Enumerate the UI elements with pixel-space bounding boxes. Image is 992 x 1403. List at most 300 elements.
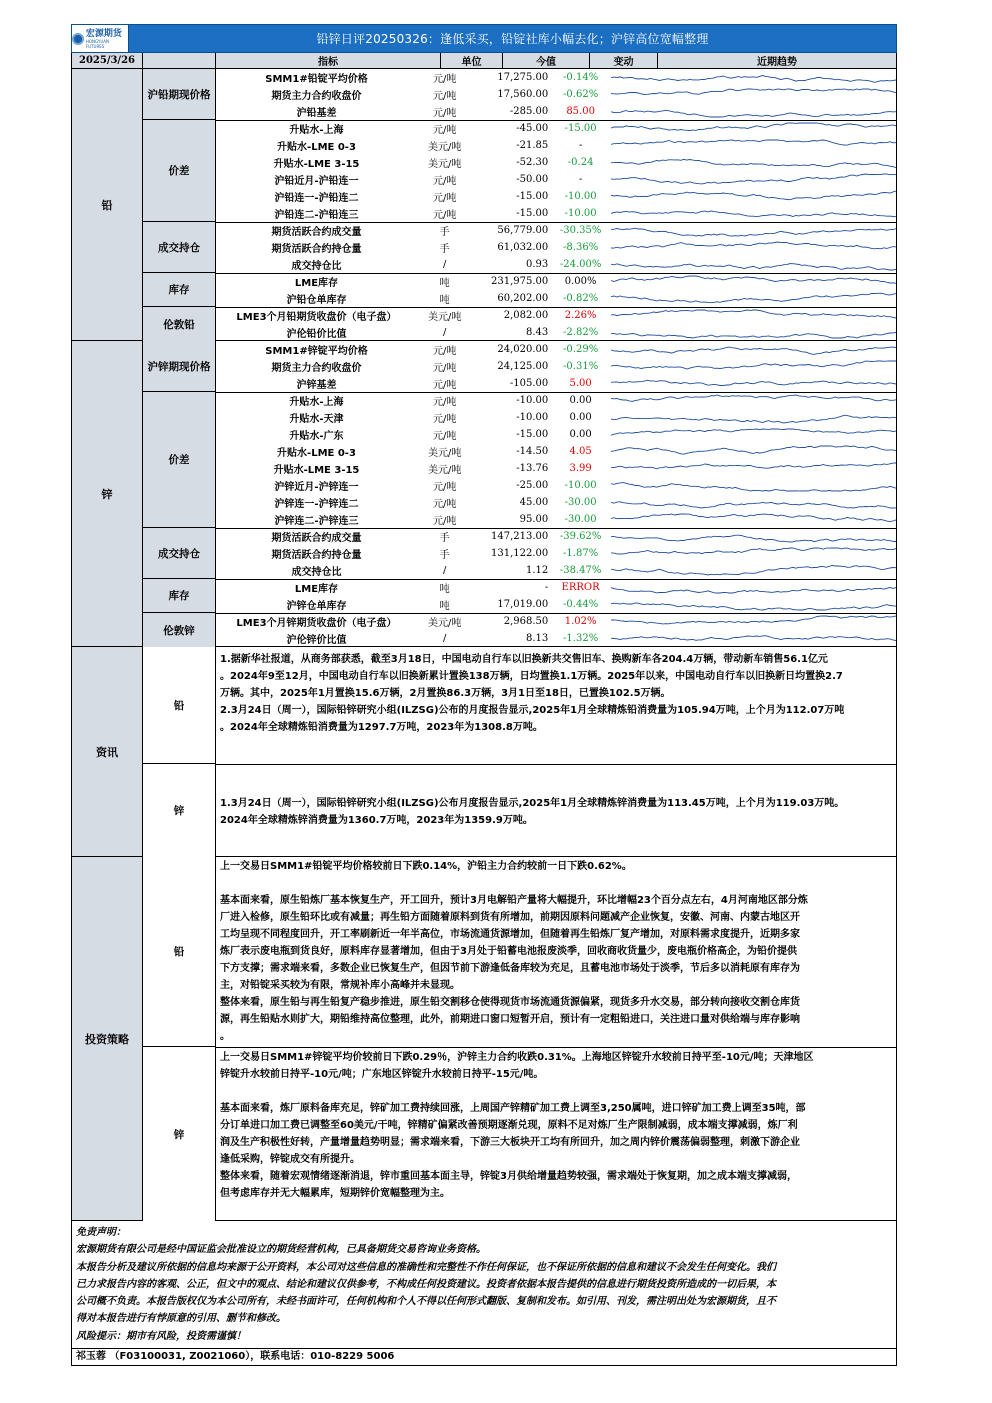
trend-sparkline <box>611 426 896 443</box>
value-cell: - <box>544 582 549 593</box>
sparkline-path <box>611 514 896 522</box>
trend-cell <box>611 562 896 579</box>
zinc-group-label: 伦敦锌 <box>143 613 216 647</box>
trend-cell <box>611 409 896 426</box>
value-cell: -105.00 <box>509 378 549 389</box>
lead-data-row <box>216 205 896 222</box>
zinc-data-row <box>216 545 896 562</box>
sparkline-path <box>611 89 896 95</box>
zinc-data-row <box>216 528 896 545</box>
indicator-name: 沪伦铅价比值 <box>286 329 347 340</box>
text-line: 逢低采购，锌锭成交有所提升。 <box>220 1154 360 1165</box>
trend-cell <box>611 171 896 188</box>
news-zinc-label: 锌 <box>143 764 216 857</box>
sparkline-path <box>611 395 896 401</box>
indicator-name: 沪铅仓单库存 <box>286 295 347 306</box>
trend-sparkline <box>611 103 896 120</box>
sparkline-path <box>611 535 896 542</box>
lead-data-row <box>216 154 896 171</box>
trend-cell <box>611 256 896 273</box>
zinc-data-row <box>216 579 896 596</box>
indicator-name: SMM1#铅锭平均价格 <box>265 74 368 85</box>
lead-section <box>71 69 897 341</box>
trend-sparkline <box>611 613 896 630</box>
lead-data-row <box>216 222 896 239</box>
value-cell: 17,560.00 <box>497 89 549 100</box>
unit-cell: 美元/吨 <box>427 465 462 476</box>
zinc-group-label: 沪锌期现价格 <box>143 341 216 392</box>
change-cell: -30.00 <box>564 514 597 525</box>
unit-cell: 元/吨 <box>432 397 457 408</box>
trend-sparkline <box>611 596 896 613</box>
trend-cell <box>611 613 896 630</box>
change-cell: -10.00 <box>564 480 597 491</box>
report-sheet <box>71 24 897 1366</box>
zinc-data-row <box>216 613 896 630</box>
trend-sparkline <box>611 477 896 494</box>
value-cell: 17,019.00 <box>497 599 549 610</box>
value-cell: -10.00 <box>516 412 549 423</box>
text-line: 主，对铅锭采买较为有限，常规补库小高峰并未显现。 <box>220 980 460 991</box>
news-lead-label: 铅 <box>143 647 216 764</box>
trend-sparkline <box>611 273 896 290</box>
value-cell: 1.12 <box>526 565 549 576</box>
sparkline-path <box>611 429 896 435</box>
value-cell: -15.00 <box>516 208 549 219</box>
trend-sparkline <box>611 188 896 205</box>
unit-cell: 吨 <box>439 584 450 595</box>
unit-cell: / <box>442 633 447 644</box>
trend-sparkline <box>611 205 896 222</box>
zinc-data-row <box>216 460 896 477</box>
unit-cell: 手 <box>439 227 450 238</box>
trend-cell <box>611 545 896 562</box>
change-cell: ERROR <box>561 582 600 593</box>
zinc-group-label: 成交持仓 <box>143 528 216 579</box>
logo-subtext: HONGYUAN FUTURES <box>85 38 110 49</box>
indicator-name: SMM1#锌锭平均价格 <box>265 346 368 357</box>
indicator-name: 沪锌仓单库存 <box>286 601 347 612</box>
unit-cell: 元/吨 <box>432 74 457 85</box>
sparkline-path <box>611 636 896 641</box>
change-cell: 0.00 <box>569 395 592 406</box>
indicator-name: LME3个月锌期货收盘价（电子盘） <box>236 618 397 629</box>
unit-cell: 元/吨 <box>432 380 457 391</box>
unit-cell: 元/吨 <box>432 125 457 136</box>
indicator-name: LME3个月铅期货收盘价（电子盘） <box>236 312 397 323</box>
value-cell: -14.50 <box>516 446 549 457</box>
unit-cell: / <box>442 259 447 270</box>
sparkline-path <box>611 347 896 354</box>
indicator-name: 成交持仓比 <box>291 567 342 578</box>
trend-cell <box>611 426 896 443</box>
sparkline-path <box>611 159 896 167</box>
change-cell: -10.00 <box>564 208 597 219</box>
change-cell: -1.87% <box>563 548 599 559</box>
sparkline-path <box>611 110 896 117</box>
lead-group-label: 成交持仓 <box>143 222 216 273</box>
trend-cell <box>611 188 896 205</box>
text-line: 整体来看，随着宏观情绪逐渐消退，锌市重回基本面主导，锌锭3月供给增量趋势较强，需求端处于恢复期，加之成本端支撑减弱， <box>220 1171 797 1182</box>
indicator-name: 期货活跃合约成交量 <box>271 533 362 544</box>
sparkline-path <box>611 587 896 593</box>
trend-sparkline <box>611 120 896 137</box>
change-cell: 2.26% <box>564 310 597 321</box>
indicator-name: 期货活跃合约持仓量 <box>271 244 362 255</box>
lead-data-row <box>216 103 896 120</box>
text-line: 得对本报告进行有悖原意的引用、删节和修改。 <box>76 1313 286 1325</box>
value-cell: -45.00 <box>516 123 549 134</box>
unit-cell: 吨 <box>439 601 450 612</box>
lead-group-label: 伦敦铅 <box>143 307 216 341</box>
zinc-data-row <box>216 409 896 426</box>
value-cell: 8.13 <box>526 633 549 644</box>
trend-sparkline <box>611 562 896 579</box>
sparkline-path <box>611 264 896 270</box>
change-cell: - <box>578 174 583 185</box>
logo-text: 宏源期货 <box>85 28 122 39</box>
change-cell: 5.00 <box>569 378 592 389</box>
change-cell: -10.00 <box>564 191 597 202</box>
trend-sparkline <box>611 341 896 358</box>
value-cell: 0.93 <box>526 259 549 270</box>
value-cell: 56,779.00 <box>497 225 549 236</box>
strategy-lead-label: 铅 <box>143 857 216 1047</box>
report-title: 铅锌日评20250326：逢低采买，铅锭社库小幅去化；沪锌高位宽幅整理 <box>129 25 896 52</box>
text-line: 工均呈现不同程度回升，开工率刷新近一年半高位，市场流通货源增加，但随着再生铅炼厂复产增加，对原料需求度提升，近期多家 <box>220 929 800 940</box>
unit-cell: 吨 <box>439 278 450 289</box>
text-line: 基本面来看，原生铅炼厂基本恢复生产，开工回升，预计3月电解铅产量将大幅提升，环比增幅23个百分点左右，4月河南地区部分炼 <box>220 895 808 906</box>
col-unit: 单位 <box>441 53 503 68</box>
trend-cell <box>611 579 896 596</box>
trend-cell <box>611 443 896 460</box>
text-line: 宏源期货有限公司是经中国证监会批准设立的期货经营机构，已具备期货交易咨询业务资格。 <box>76 1244 486 1256</box>
change-cell: -0.62% <box>563 89 599 100</box>
unit-cell: 手 <box>439 550 450 561</box>
indicator-name: 沪锌连二-沪锌连三 <box>274 516 359 527</box>
trend-sparkline <box>611 392 896 409</box>
strategy-zinc-label: 锌 <box>143 1047 216 1221</box>
unit-cell: 吨 <box>439 295 450 306</box>
value-cell: 24,020.00 <box>497 344 549 355</box>
sparkline-path <box>611 415 896 423</box>
zinc-data-row <box>216 477 896 494</box>
text-line: 2.3月24日（周一），国际铅锌研究小组(ILZSG)公布的月度报告显示,2025年1月全球精炼铅消费量为105.94万吨，上个月为112.07万吨 <box>220 705 845 716</box>
strategy-section <box>71 857 897 1221</box>
unit-cell: 元/吨 <box>432 176 457 187</box>
unit-cell: 元/吨 <box>432 346 457 357</box>
unit-cell: 元/吨 <box>432 414 457 425</box>
lead-group-label: 价差 <box>143 120 216 222</box>
trend-cell <box>611 120 896 137</box>
sparkline-path <box>611 276 896 283</box>
text-line: 分订单进口加工费已调整至60美元/干吨，锌精矿偏紧改善预期逐渐兑现，原料不足对炼厂生产限制减弱，成本端支撑减弱，炼厂利 <box>220 1120 798 1131</box>
unit-cell: 美元/吨 <box>427 142 462 153</box>
sparkline-path <box>611 228 896 236</box>
sparkline-path <box>611 191 896 200</box>
text-line: 公司概不负责。本报告版权仅为本公司所有，未经书面许可，任何机构和个人不得以任何形式翻版、复制和发布。如引用、刊发，需注明出处为宏源期货，且不 <box>76 1296 776 1308</box>
unit-cell: 美元/吨 <box>427 159 462 170</box>
zinc-data-row <box>216 426 896 443</box>
indicator-name: 升贴水-天津 <box>289 414 344 425</box>
indicator-name: 沪锌基差 <box>296 380 337 391</box>
zinc-data-row <box>216 630 896 647</box>
text-line: 基本面来看，炼厂原料备库充足，锌矿加工费持续回涨，上周国产锌精矿加工费上调至3,250属吨，进口锌矿加工费上调至35吨，部 <box>220 1103 806 1114</box>
trend-cell <box>611 205 896 222</box>
zinc-data-row <box>216 341 896 358</box>
sparkline-path <box>611 361 896 369</box>
change-cell: -30.35% <box>559 225 602 236</box>
lead-group-label: 库存 <box>143 273 216 307</box>
lead-group-label: 沪铅期现价格 <box>143 69 216 120</box>
change-cell: 0.00 <box>569 429 592 440</box>
value-cell: 45.00 <box>519 497 549 508</box>
text-line: 万辆。其中，2025年1月置换15.6万辆，2月置换86.3万辆，3月1日至18日，已置换102.5万辆。 <box>220 688 671 699</box>
unit-cell: 手 <box>439 533 450 544</box>
value-cell: -21.85 <box>516 140 549 151</box>
text-line: 上一交易日SMM1#锌锭平均价较前日下跌0.29％，沪锌主力合约收跌0.31%。上海地区锌锭升水较前日持平至-10元/吨；天津地区 <box>220 1052 814 1063</box>
zinc-data-row <box>216 596 896 613</box>
lead-data-row <box>216 171 896 188</box>
indicator-name: 沪铅连一-沪铅连二 <box>274 193 359 204</box>
lead-data-row <box>216 86 896 103</box>
text-line: 但考虑库存并无大幅累库，短期锌价宽幅整理为主。 <box>220 1188 450 1199</box>
trend-sparkline <box>611 154 896 171</box>
sparkline-path <box>611 616 896 624</box>
text-line: 2024年全球精炼锌消费量为1360.7万吨，2023年为1359.9万吨。 <box>220 815 533 826</box>
change-cell: -0.31% <box>563 361 599 372</box>
change-cell: 4.05 <box>569 446 592 457</box>
value-cell: -13.76 <box>516 463 549 474</box>
unit-cell: / <box>442 327 447 338</box>
sparkline-path <box>611 483 896 491</box>
trend-sparkline <box>611 375 896 392</box>
text-line: 风险提示：期市有风险，投资需谨慎！ <box>76 1330 246 1342</box>
change-cell: -30.00 <box>564 497 597 508</box>
sparkline-path <box>611 502 896 508</box>
report-header <box>71 24 897 53</box>
trend-sparkline <box>611 324 896 341</box>
lead-category: 铅 <box>72 69 143 340</box>
change-cell: 85.00 <box>566 106 595 117</box>
text-line: 炼厂表示废电瓶到货良好，原料库存显著增加，但由于3月处于铅蓄电池报废淡季，回收商收货量少，废电瓶价格高企，为铅价提供 <box>220 946 797 957</box>
change-cell: -2.82% <box>563 327 599 338</box>
value-cell: -285.00 <box>509 106 549 117</box>
text-line: 锌锭升水较前日持平-10元/吨；广东地区锌锭升水较前日持平-15元/吨。 <box>220 1069 544 1080</box>
unit-cell: 元/吨 <box>432 363 457 374</box>
text-line: 整体来看，原生铅与再生铅复产稳步推进，原生铅交割移仓使得现货市场流通货源偏紧，现货多升水交易，部分转向接收交割仓库货 <box>220 997 800 1008</box>
text-line: 润及生产积极性好转，产量增量趋势明显；需求端来看，下游三大板块开工均有所回升，加之周内锌价震荡偏弱整理，刺激下游企业 <box>220 1137 800 1148</box>
trend-cell <box>611 86 896 103</box>
zinc-data-row <box>216 494 896 511</box>
value-cell: 2,968.50 <box>503 616 549 627</box>
text-line: 。 <box>220 1031 230 1042</box>
trend-sparkline <box>611 358 896 375</box>
trend-cell <box>611 324 896 341</box>
trend-cell <box>611 596 896 613</box>
change-cell: -0.44% <box>563 599 599 610</box>
trend-sparkline <box>611 443 896 460</box>
strategy-lead-text <box>216 858 896 1045</box>
indicator-name: 升贴水-LME 3-15 <box>273 159 360 170</box>
indicator-name: 成交持仓比 <box>291 261 342 272</box>
change-cell: -0.24 <box>567 157 594 168</box>
value-cell: 8.43 <box>526 327 549 338</box>
text-line: 上一交易日SMM1#铅锭平均价格较前日下跌0.14%，沪铅主力合约较前一日下跌0.62%。 <box>220 861 632 872</box>
indicator-name: 升贴水-广东 <box>289 431 344 442</box>
sparkline-path <box>611 211 896 217</box>
value-cell: 95.00 <box>519 514 549 525</box>
sparkline-path <box>611 123 896 131</box>
news-section <box>71 647 897 857</box>
unit-cell: 美元/吨 <box>427 618 462 629</box>
unit-cell: 元/吨 <box>432 108 457 119</box>
trend-cell <box>611 358 896 375</box>
sparkline-path <box>611 310 896 318</box>
indicator-name: 沪锌近月-沪锌连一 <box>274 482 359 493</box>
change-cell: 1.02% <box>564 616 597 627</box>
trend-sparkline <box>611 494 896 511</box>
unit-cell: 美元/吨 <box>427 312 462 323</box>
trend-sparkline <box>611 630 896 647</box>
sparkline-path <box>611 380 896 385</box>
strategy-label: 投资策略 <box>72 857 143 1220</box>
trend-sparkline <box>611 528 896 545</box>
zinc-group-label: 价差 <box>143 392 216 528</box>
value-cell: 131,122.00 <box>491 548 549 559</box>
col-trend: 近期趋势 <box>757 57 797 68</box>
zinc-data-row <box>216 443 896 460</box>
change-cell: 0.00 <box>569 412 592 423</box>
text-line: 本报告分析及建议所依据的信息均来源于公开资料，本公司对这些信息的准确性和完整性不作任何保证，也不保证所依据的信息和建议不会发生任何变化。我们 <box>76 1261 776 1273</box>
sparkline-path <box>611 140 896 145</box>
indicator-name: 期货活跃合约成交量 <box>271 227 362 238</box>
indicator-name: 期货主力合约收盘价 <box>271 91 362 102</box>
strategy-zinc-text <box>216 1049 896 1202</box>
value-cell: 231,975.00 <box>491 276 549 287</box>
value-cell: 24,125.00 <box>497 361 549 372</box>
indicator-name: 沪锌连一-沪锌连二 <box>274 499 359 510</box>
lead-data-row <box>216 137 896 154</box>
trend-sparkline <box>611 579 896 596</box>
indicator-name: 升贴水-LME 3-15 <box>273 465 360 476</box>
value-cell: -52.30 <box>516 157 549 168</box>
change-cell: -1.32% <box>563 633 599 644</box>
disclaimer <box>71 1221 897 1349</box>
sparkline-path <box>611 548 896 554</box>
indicator-name: LME库存 <box>294 278 339 289</box>
sparkline-path <box>611 242 896 249</box>
trend-sparkline <box>611 545 896 562</box>
zinc-data-row <box>216 358 896 375</box>
trend-sparkline <box>611 239 896 256</box>
unit-cell: 元/吨 <box>432 91 457 102</box>
indicator-name: LME库存 <box>294 584 339 595</box>
trend-cell <box>611 290 896 307</box>
trend-cell <box>611 137 896 154</box>
unit-cell: 元/吨 <box>432 516 457 527</box>
trend-sparkline <box>611 290 896 307</box>
lead-data-row <box>216 256 896 273</box>
change-cell: -39.62% <box>559 531 602 542</box>
trend-cell <box>611 154 896 171</box>
value-cell: -15.00 <box>516 191 549 202</box>
text-line <box>220 875 892 892</box>
text-line: 。2024年9至12月，中国电动自行车以旧换新累计置换138万辆，日均置换1.1万辆。2025年以来，中国电动自行车以旧换新日均置换2.7 <box>220 671 843 682</box>
col-value: 今值 <box>503 53 590 68</box>
text-line: 1.3月24日（周一），国际铅锌研究小组(ILZSG)公布月度报告显示,2025年1月全球精炼锌消费量为113.45万吨，上个月为119.03万吨。 <box>220 798 845 809</box>
zinc-section <box>71 341 897 647</box>
trend-sparkline <box>611 460 896 477</box>
value-cell: 60,202.00 <box>497 293 549 304</box>
change-cell: 0.00% <box>564 276 597 287</box>
text-line: 源，再生铅贴水则扩大，期铅维持高位整理，此外，前期进口窗口短暂开启，预计有一定粗铅进口，关注进口量对供给端与库存影响 <box>220 1014 800 1025</box>
value-cell: -10.00 <box>516 395 549 406</box>
indicator-name: 期货活跃合约持仓量 <box>271 550 362 561</box>
value-cell: 147,213.00 <box>491 531 549 542</box>
column-header-row <box>71 53 897 69</box>
zinc-data-row <box>216 562 896 579</box>
change-cell: -0.82% <box>563 293 599 304</box>
indicator-name: 沪伦锌价比值 <box>286 635 347 646</box>
lead-data-row <box>216 239 896 256</box>
text-line: 。2024年全球精炼铅消费量为1297.7万吨，2023年为1308.8万吨。 <box>220 722 543 733</box>
trend-cell <box>611 460 896 477</box>
text-line: 1.据新华社报道，从商务部获悉，截至3月18日，中国电动自行车以旧换新共交售旧车、换购新车各204.4万辆，带动新车销售56.1亿元 <box>220 654 828 665</box>
value-cell: 2,082.00 <box>503 310 549 321</box>
news-label: 资讯 <box>72 647 143 856</box>
sparkline-path <box>611 75 896 82</box>
zinc-category: 锌 <box>72 341 143 646</box>
change-cell: -15.00 <box>564 123 597 134</box>
trend-cell <box>611 307 896 324</box>
value-cell: -50.00 <box>516 174 549 185</box>
report-date: 2025/3/26 <box>72 53 143 68</box>
text-line: 免责声明： <box>76 1227 126 1238</box>
indicator-name: 沪铅基差 <box>296 108 337 119</box>
trend-cell <box>611 103 896 120</box>
unit-cell: / <box>442 565 447 576</box>
indicator-name: 升贴水-上海 <box>289 125 344 136</box>
trend-cell <box>611 222 896 239</box>
zinc-data-row <box>216 392 896 409</box>
zinc-group-label: 库存 <box>143 579 216 613</box>
trend-sparkline <box>611 409 896 426</box>
value-cell: 17,275.00 <box>497 72 549 83</box>
sparkline-path <box>611 463 896 469</box>
trend-sparkline <box>611 511 896 528</box>
text-line: 已力求报告内容的客观、公正，但文中的观点、结论和建议仅供参考，不构成任何投资建议。投资者依据本报告提供的信息进行期货投资所造成的一切后果，本 <box>76 1278 776 1290</box>
sparkline-path <box>611 603 896 610</box>
sparkline-path <box>611 333 896 339</box>
trend-cell <box>611 494 896 511</box>
trend-cell <box>611 341 896 358</box>
trend-sparkline <box>611 137 896 154</box>
indicator-name: 升贴水-LME 0-3 <box>277 448 356 459</box>
unit-cell: 手 <box>439 244 450 255</box>
lead-data-row <box>216 273 896 290</box>
trend-cell <box>611 392 896 409</box>
lead-data-row <box>216 69 896 86</box>
unit-cell: 元/吨 <box>432 431 457 442</box>
indicator-name: 沪铅近月-沪铅连一 <box>274 176 359 187</box>
unit-cell: 美元/吨 <box>427 448 462 459</box>
trend-sparkline <box>611 222 896 239</box>
indicator-name: 升贴水-LME 0-3 <box>277 142 356 153</box>
change-cell: -0.14% <box>563 72 599 83</box>
lead-data-row <box>216 324 896 341</box>
value-cell: 61,032.00 <box>497 242 549 253</box>
